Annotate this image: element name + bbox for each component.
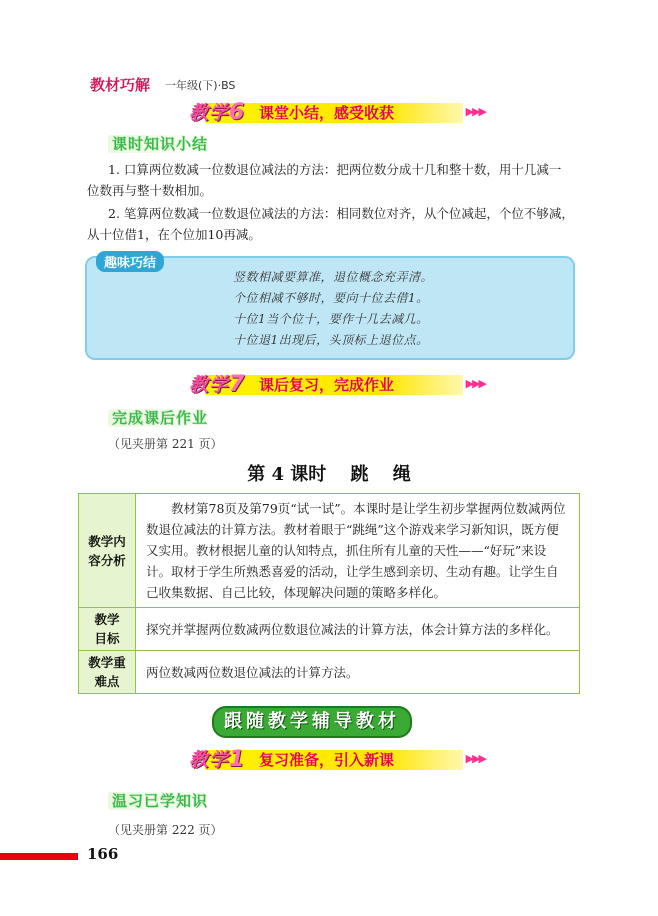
knowledge-summary-heading <box>108 133 216 154</box>
book-brand: 教材巧解 <box>90 76 151 94</box>
banner-title: 课后复习，完成作业 <box>259 376 395 394</box>
summary-line-3: 2. 笔算两位数减一位数退位减法的方法：相同数位对齐，从个位减起，个位不够减， <box>108 206 574 221</box>
fun-summary-tag: 趣味巧结 <box>96 251 164 272</box>
fun-line-3: 十位1当个位十，要作十几去减几。 <box>233 312 429 326</box>
lesson-title: 第 4 课时 跳 绳 <box>247 464 411 485</box>
banner-title: 课堂小结，感受收获 <box>259 104 395 122</box>
section-6-banner <box>185 100 485 126</box>
fun-line-2: 个位相减不够时，要向十位去借1。 <box>233 291 429 305</box>
banner-tag <box>185 372 249 398</box>
banner-title: 复习准备，引入新课 <box>259 751 395 769</box>
review-heading-text: 温习已学知识 <box>108 792 216 810</box>
row-label-text: 教学内容分析 <box>88 533 126 568</box>
banner-tag-word: 教学 <box>189 102 230 124</box>
section-1-banner <box>185 747 485 773</box>
knowledge-summary-heading-text: 课时知识小结 <box>108 135 216 153</box>
banner-tag <box>185 747 249 773</box>
book-grade: 一年级(下)·BS <box>165 79 236 92</box>
page-number: 166 <box>87 845 119 863</box>
row-content: 教材第78页及第79页“试一试”。本课时是让学生初步掌握两位数减两位数退位减法的计算方法。教材着眼于“跳绳”这个游戏来学习新知识，既方便又实用。教材根据儿童的认知特点，抓住所有儿童的天性——“好玩”来设计。取材于学生所熟悉喜爱的活动，让学生感到亲切、生动有趣。让学生自己收集数据、自己比较，体现解决问题的策略多样化。 <box>136 494 580 608</box>
row-label <box>79 494 136 608</box>
section-7-banner <box>185 372 485 398</box>
row-content: 探究并掌握两位数减两位数退位减法的计算方法，体会计算方法的多样化。 <box>136 608 580 651</box>
follow-tutorial-banner: 跟随教学辅导教材 <box>212 706 412 738</box>
banner-tag-word: 教学 <box>189 374 230 396</box>
arrows-icon: ▶▶▶ <box>465 105 485 118</box>
banner-tag <box>185 100 249 126</box>
banner-tag-number: 1 <box>229 747 246 772</box>
lesson-info-table <box>78 493 580 694</box>
table-row <box>79 651 580 694</box>
homework-reference: （见夹册第 221 页） <box>108 437 223 451</box>
review-reference: （见夹册第 222 页） <box>108 823 223 837</box>
homework-heading-text: 完成课后作业 <box>108 409 216 427</box>
banner-tag-number: 6 <box>229 100 246 125</box>
table-row <box>79 608 580 651</box>
summary-line-4: 从十位借1，在个位加10再减。 <box>87 227 261 242</box>
footer-bar <box>0 853 78 860</box>
table-row <box>79 494 580 608</box>
fun-line-1: 竖数相减要算准，退位概念充弄清。 <box>233 270 434 284</box>
review-heading <box>108 790 216 811</box>
arrows-icon: ▶▶▶ <box>465 752 485 765</box>
banner-tag-number: 7 <box>229 372 246 397</box>
row-label-text: 教学重难点 <box>88 655 126 689</box>
arrows-icon: ▶▶▶ <box>465 377 485 390</box>
row-label-text: 教学目标 <box>94 612 120 646</box>
row-label <box>79 651 136 694</box>
row-label <box>79 608 136 651</box>
homework-heading <box>108 407 216 428</box>
banner-tag-word: 教学 <box>189 749 230 771</box>
summary-line-2: 位数再与整十数相加。 <box>87 183 213 198</box>
fun-line-4: 十位退1出现后，头顶标上退位点。 <box>233 333 429 347</box>
summary-line-1: 1. 口算两位数减一位数退位减法的方法：把两位数分成十几和整十数，用十几减一 <box>108 162 562 177</box>
row-content: 两位数减两位数退位减法的计算方法。 <box>136 651 580 694</box>
